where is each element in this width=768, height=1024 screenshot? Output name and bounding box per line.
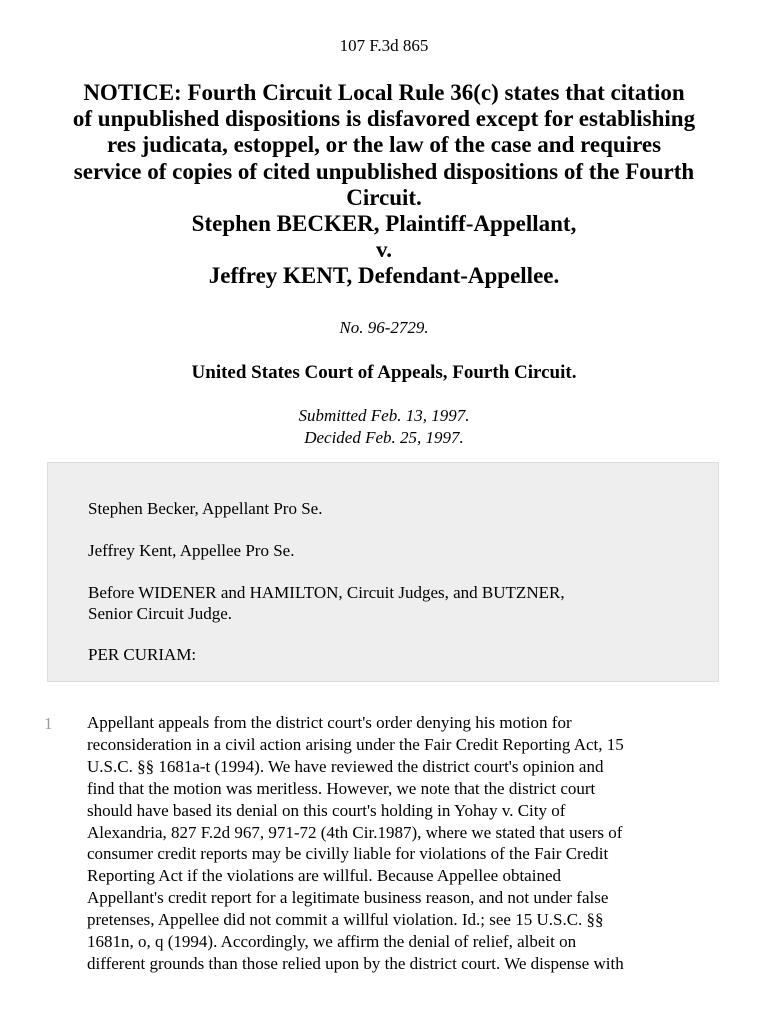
- opinion-line: 1681n, o, q (1994). Accordingly, we affirm the denial of relief, albeit on: [87, 932, 577, 952]
- opinion-line: consumer credit reports may be civilly liable for violations of the Fair Credit: [87, 844, 609, 864]
- opinion-line: find that the motion was meritless. However, we note that the district court: [87, 778, 596, 798]
- paragraph-number: 1: [44, 714, 53, 733]
- docket-number: No. 96-2729.: [339, 318, 429, 337]
- notice-line: NOTICE: Fourth Circuit Local Rule 36(c) states that citation: [83, 80, 685, 105]
- case-dates: [0, 405, 768, 449]
- opinion-line: Reporting Act if the violations are willful. Because Appellee obtained: [87, 866, 561, 886]
- court-name: United States Court of Appeals, Fourth Circuit.: [191, 362, 577, 383]
- notice-line: Circuit.: [346, 184, 422, 210]
- appellee-counsel: Jeffrey Kent, Appellee Pro Se.: [88, 541, 295, 560]
- opinion-line: should have based its denial on this court's holding in Yohay v. City of: [87, 800, 566, 820]
- panel-judges: [88, 582, 688, 624]
- panel-judges-line-2: Senior Circuit Judge.: [88, 604, 233, 623]
- appellant-party: Stephen BECKER, Plaintiff-Appellant,: [191, 211, 577, 237]
- appellant-counsel: Stephen Becker, Appellant Pro Se.: [88, 499, 323, 518]
- opinion-line: Alexandria, 827 F.2d 967, 971-72 (4th Cir.1987), where we stated that users of: [87, 822, 623, 842]
- opinion-line: Appellant appeals from the district court's order denying his motion for: [87, 713, 572, 732]
- notice-line: res judicata, estoppel, or the law of the case and requires: [106, 132, 662, 158]
- opinion-line: different grounds than those relied upon by the district court. We dispense with: [87, 953, 624, 973]
- opinion-line: U.S.C. §§ 1681a-t (1994). We have reviewed the district court's opinion and: [87, 756, 604, 776]
- submitted-date: Submitted Feb. 13, 1997.: [298, 406, 470, 425]
- case-heading: [40, 80, 728, 290]
- opinion-line: pretenses, Appellee did not commit a willful violation. Id.; see 15 U.S.C. §§: [87, 910, 604, 930]
- notice-line: of unpublished dispositions is disfavored except for establishing: [72, 106, 696, 132]
- opinion-line: reconsideration in a civil action arising under the Fair Credit Reporting Act, 15: [87, 734, 624, 754]
- decided-date: Decided Feb. 25, 1997.: [304, 428, 464, 447]
- notice-line: service of copies of cited unpublished dispositions of the Fourth: [73, 158, 695, 184]
- opinion-line: Appellant's credit report for a legitimate business reason, and not under false: [87, 888, 609, 908]
- per-curiam: PER CURIAM:: [88, 645, 197, 664]
- panel-judges-line-1: Before WIDENER and HAMILTON, Circuit Judges, and BUTZNER,: [88, 583, 565, 602]
- appellee-party: Jeffrey KENT, Defendant-Appellee.: [208, 263, 560, 289]
- counsel-box: [47, 462, 719, 682]
- versus: v.: [376, 237, 392, 263]
- case-citation: 107 F.3d 865: [339, 36, 429, 55]
- opinion-paragraph: [87, 712, 727, 975]
